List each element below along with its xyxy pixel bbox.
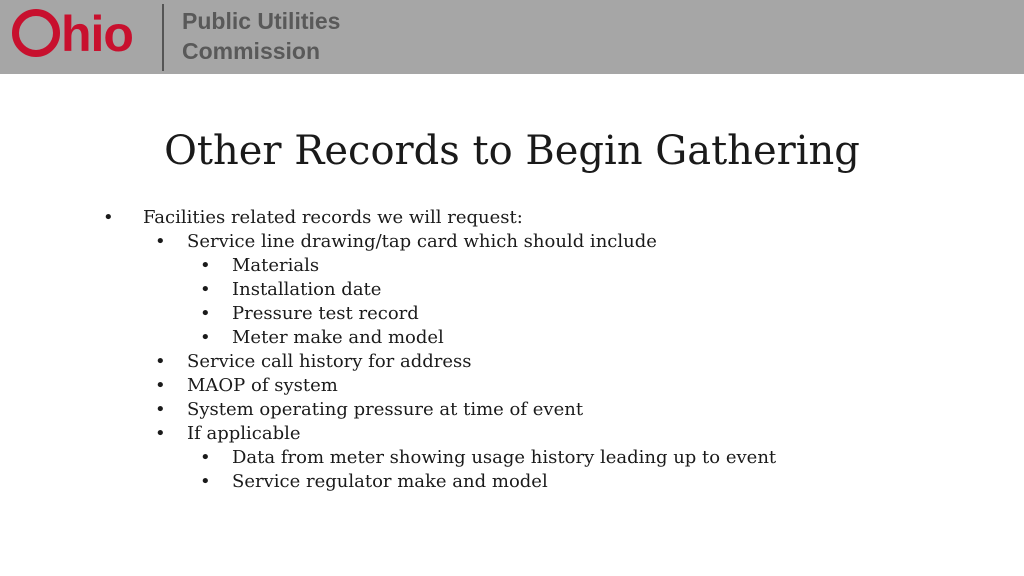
bullet-text: Facilities related records we will request: (143, 207, 523, 228)
list-item (143, 230, 980, 350)
list-item (187, 326, 980, 350)
tap-card-list (187, 254, 980, 350)
list-item-text: If applicable (187, 423, 301, 444)
list-item-text: Materials (232, 255, 320, 276)
ohio-logo-text: hio (61, 6, 133, 62)
list-item (187, 470, 980, 494)
slide-content (100, 206, 980, 494)
agency-name (182, 6, 340, 66)
agency-line-1: Public Utilities (182, 8, 341, 34)
list-item-text: Service line drawing/tap card which should include (187, 231, 657, 252)
list-item-text: MAOP of system (187, 375, 338, 396)
list-item (143, 374, 980, 398)
list-item (187, 446, 980, 470)
ohio-logo-o-icon (12, 9, 60, 57)
agency-line-2: Commission (182, 38, 321, 64)
list-item (187, 302, 980, 326)
list-item-text: Data from meter showing usage history leading up to event (232, 447, 777, 468)
list-item-text: Service regulator make and model (232, 471, 548, 492)
list-item (143, 350, 980, 374)
bullet-facilities (100, 206, 980, 494)
list-item-text: Installation date (232, 279, 382, 300)
header-bar (0, 0, 1024, 74)
list-item-text: Pressure test record (232, 303, 419, 324)
applicable-list (187, 446, 980, 494)
ohio-logo (12, 6, 133, 62)
bullet-list (100, 206, 980, 494)
list-item (187, 278, 980, 302)
sub-bullet-list (143, 230, 980, 494)
list-item (187, 254, 980, 278)
list-item-text: System operating pressure at time of event (187, 399, 584, 420)
header-divider (162, 4, 164, 71)
list-item-text: Service call history for address (187, 351, 472, 372)
list-item (143, 398, 980, 422)
list-item (143, 422, 980, 494)
slide-title: Other Records to Begin Gathering (164, 128, 860, 174)
list-item-text: Meter make and model (232, 327, 444, 348)
